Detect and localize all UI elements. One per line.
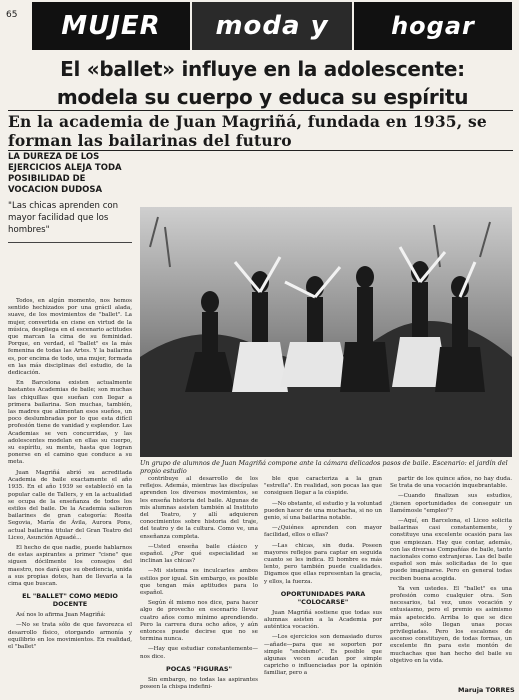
- paragraph: Ya ven ustedes. El "ballet" es una profesión como cualquier otra. Son necesarios, tal vez, unos vocación y entusiasmo, pero el premio es asimismo más apetecido. Arriba lo que se dice arriba, sólo llegan unas pocas privilegiadas. Pero los escalones de ascenso constituyen, de todas formas, un excelente fin para este montón de muchachas que han hecho del baile su objetivo en la vida.: [390, 585, 512, 664]
- paragraph: Según él mismo nos dice, para hacer algo de provecho en escenario llevar cuatro años como mínimo aprendiendo. Pero la carrera dura ocho años, y aún entonces puede decirse que no se termina nunca.: [140, 600, 258, 643]
- paragraph: —Usted enseña baile clásico y español. ¿Por qué especialidad se inclinan las chicas?: [140, 543, 258, 565]
- paragraph: —No se trata sólo de que favorezca el desarrollo físico, otorgando armonía y equilibrio en los movimientos. En realidad, el "ballet": [8, 622, 132, 651]
- subheadline: En la academia de Juan Magriñá, fundada en 1935, se forman las bailarinas del futuro: [8, 112, 487, 150]
- dancers-photo-illustration: [140, 207, 512, 457]
- section-subtitle: EL "BALLET" COMO MEDIO DOCENTE: [22, 592, 118, 609]
- paragraph: contribuye al desarrollo de los reflejos. Además, mientras las discípulas aprenden los diversos movimientos, se les enseña historia del baile. Algunas de mis alumnas asisten también al Instituto del Teatro, y allí adquieren conocimientos sobre historia del traje, del teatro y de la cultura. Como ve, una enseñanza completa.: [140, 476, 258, 540]
- pull-quote: "Las chicas aprenden con mayor facilidad que los hombres": [8, 200, 132, 243]
- paragraph: Todos, en algún momento, nos hemos sentido hechizados por una grácil alada, suave, de los movimientos de "ballet". La mujer, convertida en cisne en virtud de la música, despliega en el escenario actitudes que marcan la cima de su feminidad. Porque, en verdad, el "ballet" es la más femenina de todas las Artes. Y la bailarina es, por encima de todo, una mujer, formada en las más disciplinas del estudio, de la dedicación.: [8, 298, 132, 377]
- column-4: [390, 476, 512, 668]
- banner-hogar: hogar: [354, 2, 512, 50]
- column-3: [264, 476, 382, 681]
- headline-line-1: El «ballet» influye en la adolescente:: [60, 57, 465, 81]
- column-2: [140, 476, 258, 694]
- divider: [8, 150, 513, 151]
- section-banner: [32, 2, 512, 50]
- paragraph: —Mi sistema es inculcarles ambos estilos por igual. Sin embargo, es posible que tengan más aptitudes para lo español.: [140, 568, 258, 597]
- paragraph: El hecho de que nadie, puede hablarnos de estas aspirantes a primer "cisne" que siguen dócilmente los consejos del maestro, nos dará que su obediencia, unida a sus propias dotes, han de llevarla a la cima que buscan.: [8, 545, 132, 588]
- paragraph: —¿Quiénes aprenden con mayor facilidad, ellos o ellas?: [264, 525, 382, 539]
- paragraph: —Los ejercicios son demasiado duros—añade—para que se soporten por simple "snobismo". Es posible que algunas vecen acudan por simple capricho o influenciadas por la opinión familiar, pero a: [264, 634, 382, 677]
- paragraph: —No obstante, el estudio y la voluntad pueden hacer de una muchacha, si no un genio, sí una bailarina notable.: [264, 500, 382, 522]
- paragraph: Juan Magriñá sostiene que todas sus alumnas asisten a la Academia por auténtica vocación.: [264, 609, 382, 631]
- dancers-photo: [140, 207, 512, 457]
- paragraph: —Las chicas, sin duda. Poseen mayores reflejos para captar en seguida cuanto se les indica. El hombre es más lento, pero también puede cualidades. Digamos que ellas representan la gracia, y ellos, la fuerza.: [264, 542, 382, 585]
- column-1-lower: [8, 470, 132, 654]
- divider: [8, 110, 513, 111]
- paragraph: —Aquí, en Barcelona, el Liceo solicita bailarinas casi constantemente, y constituye una excelente ocasión para las que empiezan. Hay que contar, además, con las diversas Compañías de baile, tanto nacionales como extranjeras. Las del baile español son más solicitadas de lo que puede imaginarse. Pero en general todas reciben buena acogida.: [390, 518, 512, 582]
- paragraph: partir de los quince años, no hay duda. Se trata de una vocación inquebrantable.: [390, 476, 512, 490]
- headline: [10, 55, 515, 111]
- kicker: LA DUREZA DE LOS EJERCICIOS ALEJA TODA POSIBILIDAD DE VOCACION DUDOSA: [8, 152, 122, 195]
- banner-mujer: MUJER: [32, 2, 190, 50]
- photo-caption: Un grupo de alumnos de Juan Magriñá compone ante la cámara delicados pasos de baile. Escenario: el jardín del propio estudio: [140, 459, 508, 475]
- paragraph: Juan Magriñá abrió su acreditada Academia de baile exactamente el año 1935. En el año 1939 se estableció en la popular calle de Tallers, y en la actualidad se ocupa de la enseñanza de todos los estilos del baile. De la Academia salieron bailarines de gran categoría: Rosita Segovia, María de Ávila, Aurora Pons, actual bailarina titular del Gran Teatro del Liceo, Asunción Aguadé...: [8, 470, 132, 541]
- paragraph: —Hay que estudiar constantemente—nos dice.: [140, 646, 258, 660]
- banner-moda: moda y: [192, 2, 352, 50]
- section-subtitle: POCAS "FIGURAS": [166, 664, 232, 673]
- paragraph: Así nos lo afirma Juan Magriñá:: [16, 612, 106, 619]
- author-signature: Maruja TORRES: [458, 686, 515, 694]
- paragraph: Sin embargo, no todas las aspirantes poseen la chispa indefini-: [140, 676, 258, 691]
- section-subtitle: OPORTUNIDADES PARA "COLOCARSE": [280, 589, 366, 606]
- paragraph: ble que caracteriza a la gran "estrella". En realidad, son pocas las que consiguen llegar a la cúspide.: [264, 476, 382, 497]
- column-1: [8, 298, 132, 470]
- page-number: 65: [6, 10, 18, 20]
- headline-line-2: modela su cuerpo y educa su espíritu: [56, 85, 469, 109]
- paragraph: —Cuando finalizan sus estudios, ¿tienen oportunidades de conseguir un llamémosle "empleo"?: [390, 493, 512, 514]
- paragraph: En Barcelona existen actualmente bastantes Academias de baile; son muchas las chiquillas que sueñan con llegar a primera bailarina. Son muchas, también, las madres que alimentan esos sueños, un poco deslumbradas por lo que esta difícil profesión tiene de vanidad y esplendor. Las Academias se ven concurridas, y las adolescentes modelan en ellas su cuerpo, su espíritu, su mente, hasta que logran ponerse en el camino que conduce a su meta.: [8, 380, 132, 466]
